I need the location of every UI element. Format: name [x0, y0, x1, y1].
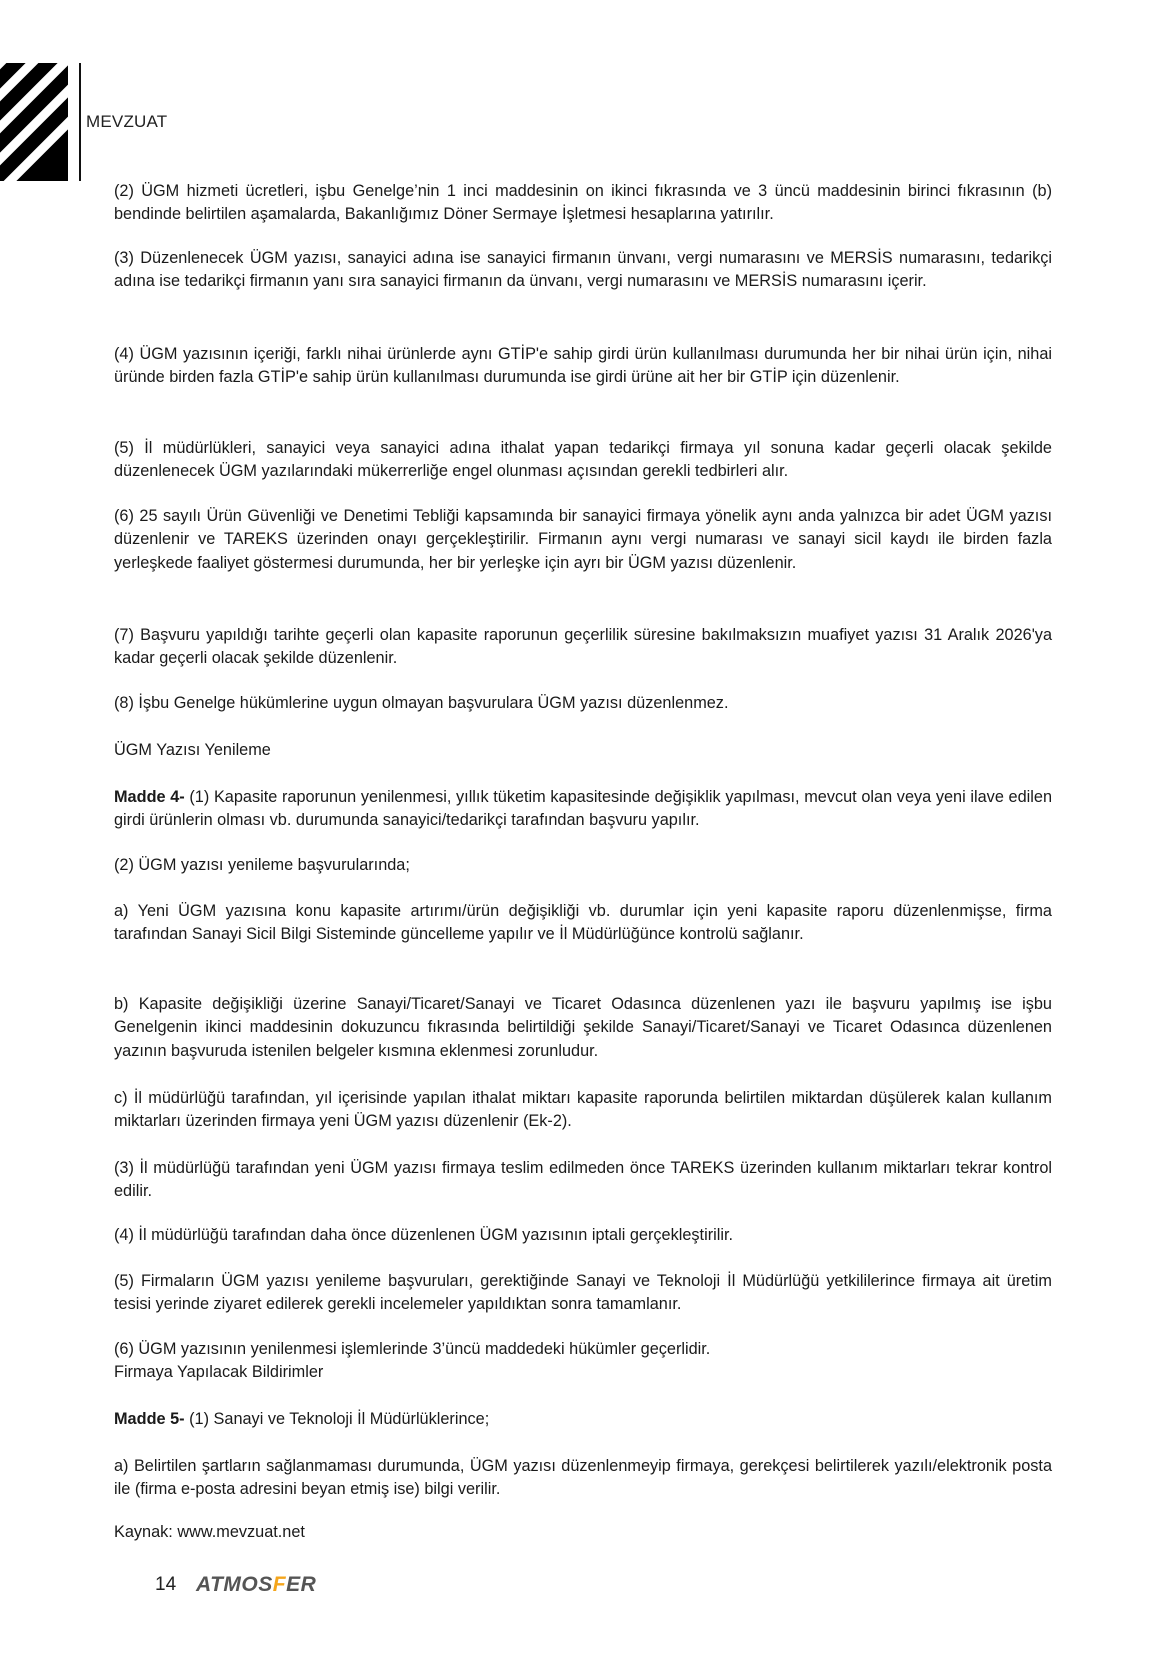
source-line [114, 1521, 1052, 1544]
paragraph [114, 505, 1052, 575]
paragraph [114, 1224, 1052, 1247]
paragraph-text: (5) İl müdürlükleri, sanayici veya sanayici adına ithalat yapan tedarikçi firmaya yıl sonuna kadar geçerli olacak şekilde düzenlenecek ÜGM yazılarındaki mükerrerliğe engel olunması açısından gerekli tedbirleri alır. [114, 439, 1052, 481]
paragraph-text: ÜGM Yazısı Yenileme [114, 741, 271, 759]
paragraph-text: Kaynak: www.mevzuat.net [114, 1523, 305, 1541]
paragraph [114, 854, 1052, 877]
paragraph [114, 247, 1052, 294]
article-label: Madde 4- [114, 788, 185, 806]
paragraph-text: (1) Kapasite raporunun yenilenmesi, yıllık tüketim kapasitesinde değişiklik yapılması, mevcut olan veya yeni ilave edilen girdi ürünlerin olması vb. durumunda sanayici/tedarikçi tarafından başvuru yapılır. [114, 788, 1052, 830]
paragraph [114, 343, 1052, 390]
section-heading [114, 1361, 1052, 1384]
paragraph-text: (3) Düzenlenecek ÜGM yazısı, sanayici adına ise sanayici firmanın ünvanı, vergi numarasını ve MERSİS numarasını, tedarikçi adına ise tedarikçi firmanın yanı sıra sanayici firmanın da ünvanı, vergi numarasını ve MERSİS numarasını içerir. [114, 249, 1052, 291]
section-label: MEVZUAT [86, 112, 168, 131]
paragraph-text: (4) ÜGM yazısının içeriği, farklı nihai ürünlerde aynı GTİP'e sahip girdi ürün kullanılması durumunda her bir nihai ürün için, nihai üründe birden fazla GTİP'e sahip ürün kullanılması durumunda ise girdi ürüne ait her bir GTİP için düzenlenir. [114, 345, 1052, 387]
paragraph-text: b) Kapasite değişikliği üzerine Sanayi/Ticaret/Sanayi ve Ticaret Odasınca düzenlenen yazı ile başvuru yapılmış ise işbu Genelgenin ikinci maddesinin dokuzuncu fıkrasında belirtildiği şekilde Sanayi/Ticaret/Sanayi ve Ticaret Odasınca düzenlenen yazının başvuruda istenilen belgeler kısmına eklenmesi zorunludur. [114, 995, 1052, 1060]
page-number: 14 [155, 1574, 177, 1595]
paragraph-text: (4) İl müdürlüğü tarafından daha önce düzenlenen ÜGM yazısının iptali gerçekleştirilir. [114, 1226, 734, 1244]
brand-text-1: ATMO [196, 1573, 259, 1596]
article-label: Madde 5- [114, 1410, 185, 1428]
brand-text-3: ER [286, 1573, 317, 1596]
header-divider [79, 63, 81, 181]
paragraph-text: (6) 25 sayılı Ürün Güvenliği ve Denetimi Tebliği kapsamında bir sanayici firmaya yönelik aynı anda yalnızca bir adet ÜGM yazısı düzenlenir ve TAREKS üzerinden onayı gerçekleştirilir. Firmanın aynı vergi numarası ve sanayi sicil kaydı ile birden fazla yerleşkede faaliyet göstermesi durumunda, her bir yerleşke için ayrı bir ÜGM yazısı düzenlenir. [114, 507, 1052, 572]
paragraph-text: (2) ÜGM yazısı yenileme başvurularında; [114, 856, 410, 874]
paragraph-text: (8) İşbu Genelge hükümlerine uygun olmayan başvurulara ÜGM yazısı düzenlenmez. [114, 694, 729, 712]
paragraph-text: a) Yeni ÜGM yazısına konu kapasite artırımı/ürün değişikliği vb. durumlar için yeni kapasite raporu düzenlenmişse, firma tarafından Sanayi Sicil Bilgi Sisteminde güncelleme yapılır ve İl Müdürlüğünce kontrolü sağlanır. [114, 902, 1052, 944]
paragraph [114, 1408, 1052, 1431]
paragraph-text: (6) ÜGM yazısının yenilenmesi işlemlerinde 3’üncü maddedeki hükümler geçerlidir. [114, 1340, 711, 1358]
atmosfer-brand-logo [196, 1573, 316, 1597]
paragraph [114, 1087, 1052, 1134]
paragraph-text: (2) ÜGM hizmeti ücretleri, işbu Genelge’nin 1 inci maddesinin on ikinci fıkrasında ve 3 üncü maddesinin birinci fıkrasının (b) bendinde belirtilen aşamalarda, Bakanlığımız Döner Sermaye İşletmesi hesaplarına yatırılır. [114, 182, 1052, 224]
paragraph [114, 180, 1052, 227]
paragraph [114, 624, 1052, 671]
paragraph [114, 900, 1052, 947]
paragraph-text: (3) İl müdürlüğü tarafından yeni ÜGM yazısı firmaya teslim edilmeden önce TAREKS üzerinden kullanım miktarları tekrar kontrol edilir. [114, 1159, 1052, 1201]
paragraph-text: (1) Sanayi ve Teknoloji İl Müdürlüklerince; [184, 1410, 490, 1428]
section-heading [114, 739, 1052, 762]
mevzuat-stripes-logo [0, 63, 68, 181]
paragraph [114, 692, 1052, 715]
paragraph-text: Firmaya Yapılacak Bildirimler [114, 1363, 324, 1381]
paragraph-text: (7) Başvuru yapıldığı tarihte geçerli olan kapasite raporunun geçerlilik süresine bakılmaksızın muafiyet yazısı 31 Aralık 2026'ya kadar geçerli olacak şekilde düzenlenir. [114, 626, 1052, 668]
paragraph [114, 1270, 1052, 1317]
paragraph [114, 993, 1052, 1063]
diagonal-stripes-icon [0, 63, 68, 181]
paragraph-text: c) İl müdürlüğü tarafından, yıl içerisinde yapılan ithalat miktarı kapasite raporunda belirtilen miktardan düşülerek kalan kullanım miktarları üzerinden firmaya yeni ÜGM yazısı düzenlenir (Ek-2). [114, 1089, 1052, 1131]
paragraph [114, 786, 1052, 833]
brand-accent-letter: F [272, 1573, 287, 1596]
brand-text-2: S [258, 1573, 273, 1596]
paragraph [114, 1157, 1052, 1204]
paragraph [114, 1338, 1052, 1361]
paragraph [114, 437, 1052, 484]
paragraph-text: (5) Firmaların ÜGM yazısı yenileme başvuruları, gerektiğinde Sanayi ve Teknoloji İl Müdürlüğü yetkililerince firmaya ait üretim tesisi yerinde ziyaret edilerek gerekli incelemeler yapıldıktan sonra tamamlanır. [114, 1272, 1052, 1314]
paragraph [114, 1455, 1052, 1502]
paragraph-text: a) Belirtilen şartların sağlanmaması durumunda, ÜGM yazısı düzenlenmeyip firmaya, gerekçesi belirtilerek yazılı/elektronik posta ile (firma e-posta adresini beyan etmiş ise) bilgi verilir. [114, 1457, 1052, 1499]
